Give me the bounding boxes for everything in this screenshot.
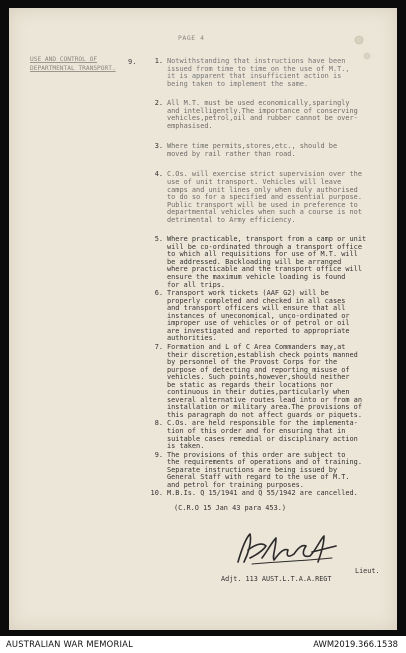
item-text: C.Os. will exercise strict supervision over the use of unit transport. Vehicles will leave camps and unit lines only when duly authorised to do so for a specified and essential purpose. Public transport will be used in preference to departmental vehicles when such a course is not detrimental to Army efficiency. bbox=[167, 170, 362, 224]
paragraph-number: 9. bbox=[128, 58, 137, 66]
list-item bbox=[153, 236, 383, 289]
item-number: 5. bbox=[154, 235, 163, 244]
footer-bar bbox=[0, 636, 406, 653]
numbered-items bbox=[150, 57, 383, 498]
list-item bbox=[153, 290, 383, 343]
list-item bbox=[150, 489, 383, 498]
cro-reference: (C.R.O 15 Jan 43 para 453.) bbox=[174, 504, 287, 512]
margin-heading: USE AND CONTROL OF DEPARTMENTAL TRANSPORT. bbox=[30, 56, 116, 72]
list-item bbox=[153, 100, 383, 130]
footer-accession-number: AWM2019.366.1538 bbox=[313, 639, 398, 649]
item-number: 7. bbox=[154, 342, 163, 351]
signature-block: Adjt. 113 AUST.L.T.A.A.REGT bbox=[221, 575, 332, 583]
item-text: The provisions of this order are subject to the requirements of operations and of training. Separate instructions are being issued by General Staff with regard to the use of M.T. and petrol for training purposes. bbox=[167, 450, 362, 489]
item-text: Transport work tickets (AAF G2) will be properly completed and checked in all cases and transport officers will ensure that all instances of uneconomical, unco-ordinated or improper use of vehicles or of petrol or oil are investigated and reported to appropriate authorities. bbox=[167, 289, 350, 343]
item-number: 4. bbox=[154, 170, 163, 179]
handwritten-signature bbox=[232, 528, 342, 568]
item-number: 1. bbox=[154, 57, 163, 65]
item-number: 2. bbox=[154, 99, 163, 108]
item-text: C.Os. are held responsible for the implementa- tion of this order and for ensuring that in suitable cases remedial or disciplinary action is taken. bbox=[167, 419, 358, 451]
list-item bbox=[153, 143, 383, 158]
item-text: Where practicable, transport from a camp or unit will be co-ordinated through a transport office to which all requisitions for use of M.T. will be addressed. Backloading will be arranged where practicable and the transport office will ensure the maximum vehicle loading is found for all trips. bbox=[167, 235, 367, 289]
footer-source: AUSTRALIAN WAR MEMORIAL bbox=[6, 639, 133, 649]
item-text: Where time permits,stores,etc., should be moved by rail rather than road. bbox=[167, 142, 338, 158]
item-text: Formation and L of C Area Commanders may,at their discretion,establish check points manned by personnel of the Provost Corps for the purpose of detecting and reporting misuse of vehicles. Such points,however,should neither be static as regards their locations nor continuous in their duties,particularly when several alternative routes lead into or from an installation or military area.The provisions of this paragraph do not affect guards or piquets. bbox=[167, 342, 362, 419]
item-text: M.B.Is. Q 15/1941 and Q 55/1942 are cancelled. bbox=[167, 489, 358, 498]
item-number: 3. bbox=[154, 142, 163, 151]
item-number: 10. bbox=[150, 489, 163, 498]
signature-area bbox=[228, 522, 358, 572]
list-item bbox=[153, 420, 383, 450]
page-number-label: PAGE 4 bbox=[178, 34, 205, 42]
item-number: 6. bbox=[154, 289, 163, 298]
list-item bbox=[153, 452, 383, 490]
item-number: 9. bbox=[154, 450, 163, 459]
item-text: Notwithstanding that instructions have been issued from time to time on the use of M.T., it is apparent that insufficient action is being taken to implement the same. bbox=[167, 57, 350, 88]
list-item bbox=[153, 344, 383, 419]
item-number: 8. bbox=[154, 419, 163, 428]
list-item bbox=[153, 58, 383, 88]
item-text: All M.T. must be used economically,sparingly and intelligently.The importance of conserving vehicles,petrol,oil and rubber cannot be over- emphasised. bbox=[167, 99, 358, 130]
list-item bbox=[153, 171, 383, 224]
rank-label: Lieut. bbox=[355, 567, 380, 575]
